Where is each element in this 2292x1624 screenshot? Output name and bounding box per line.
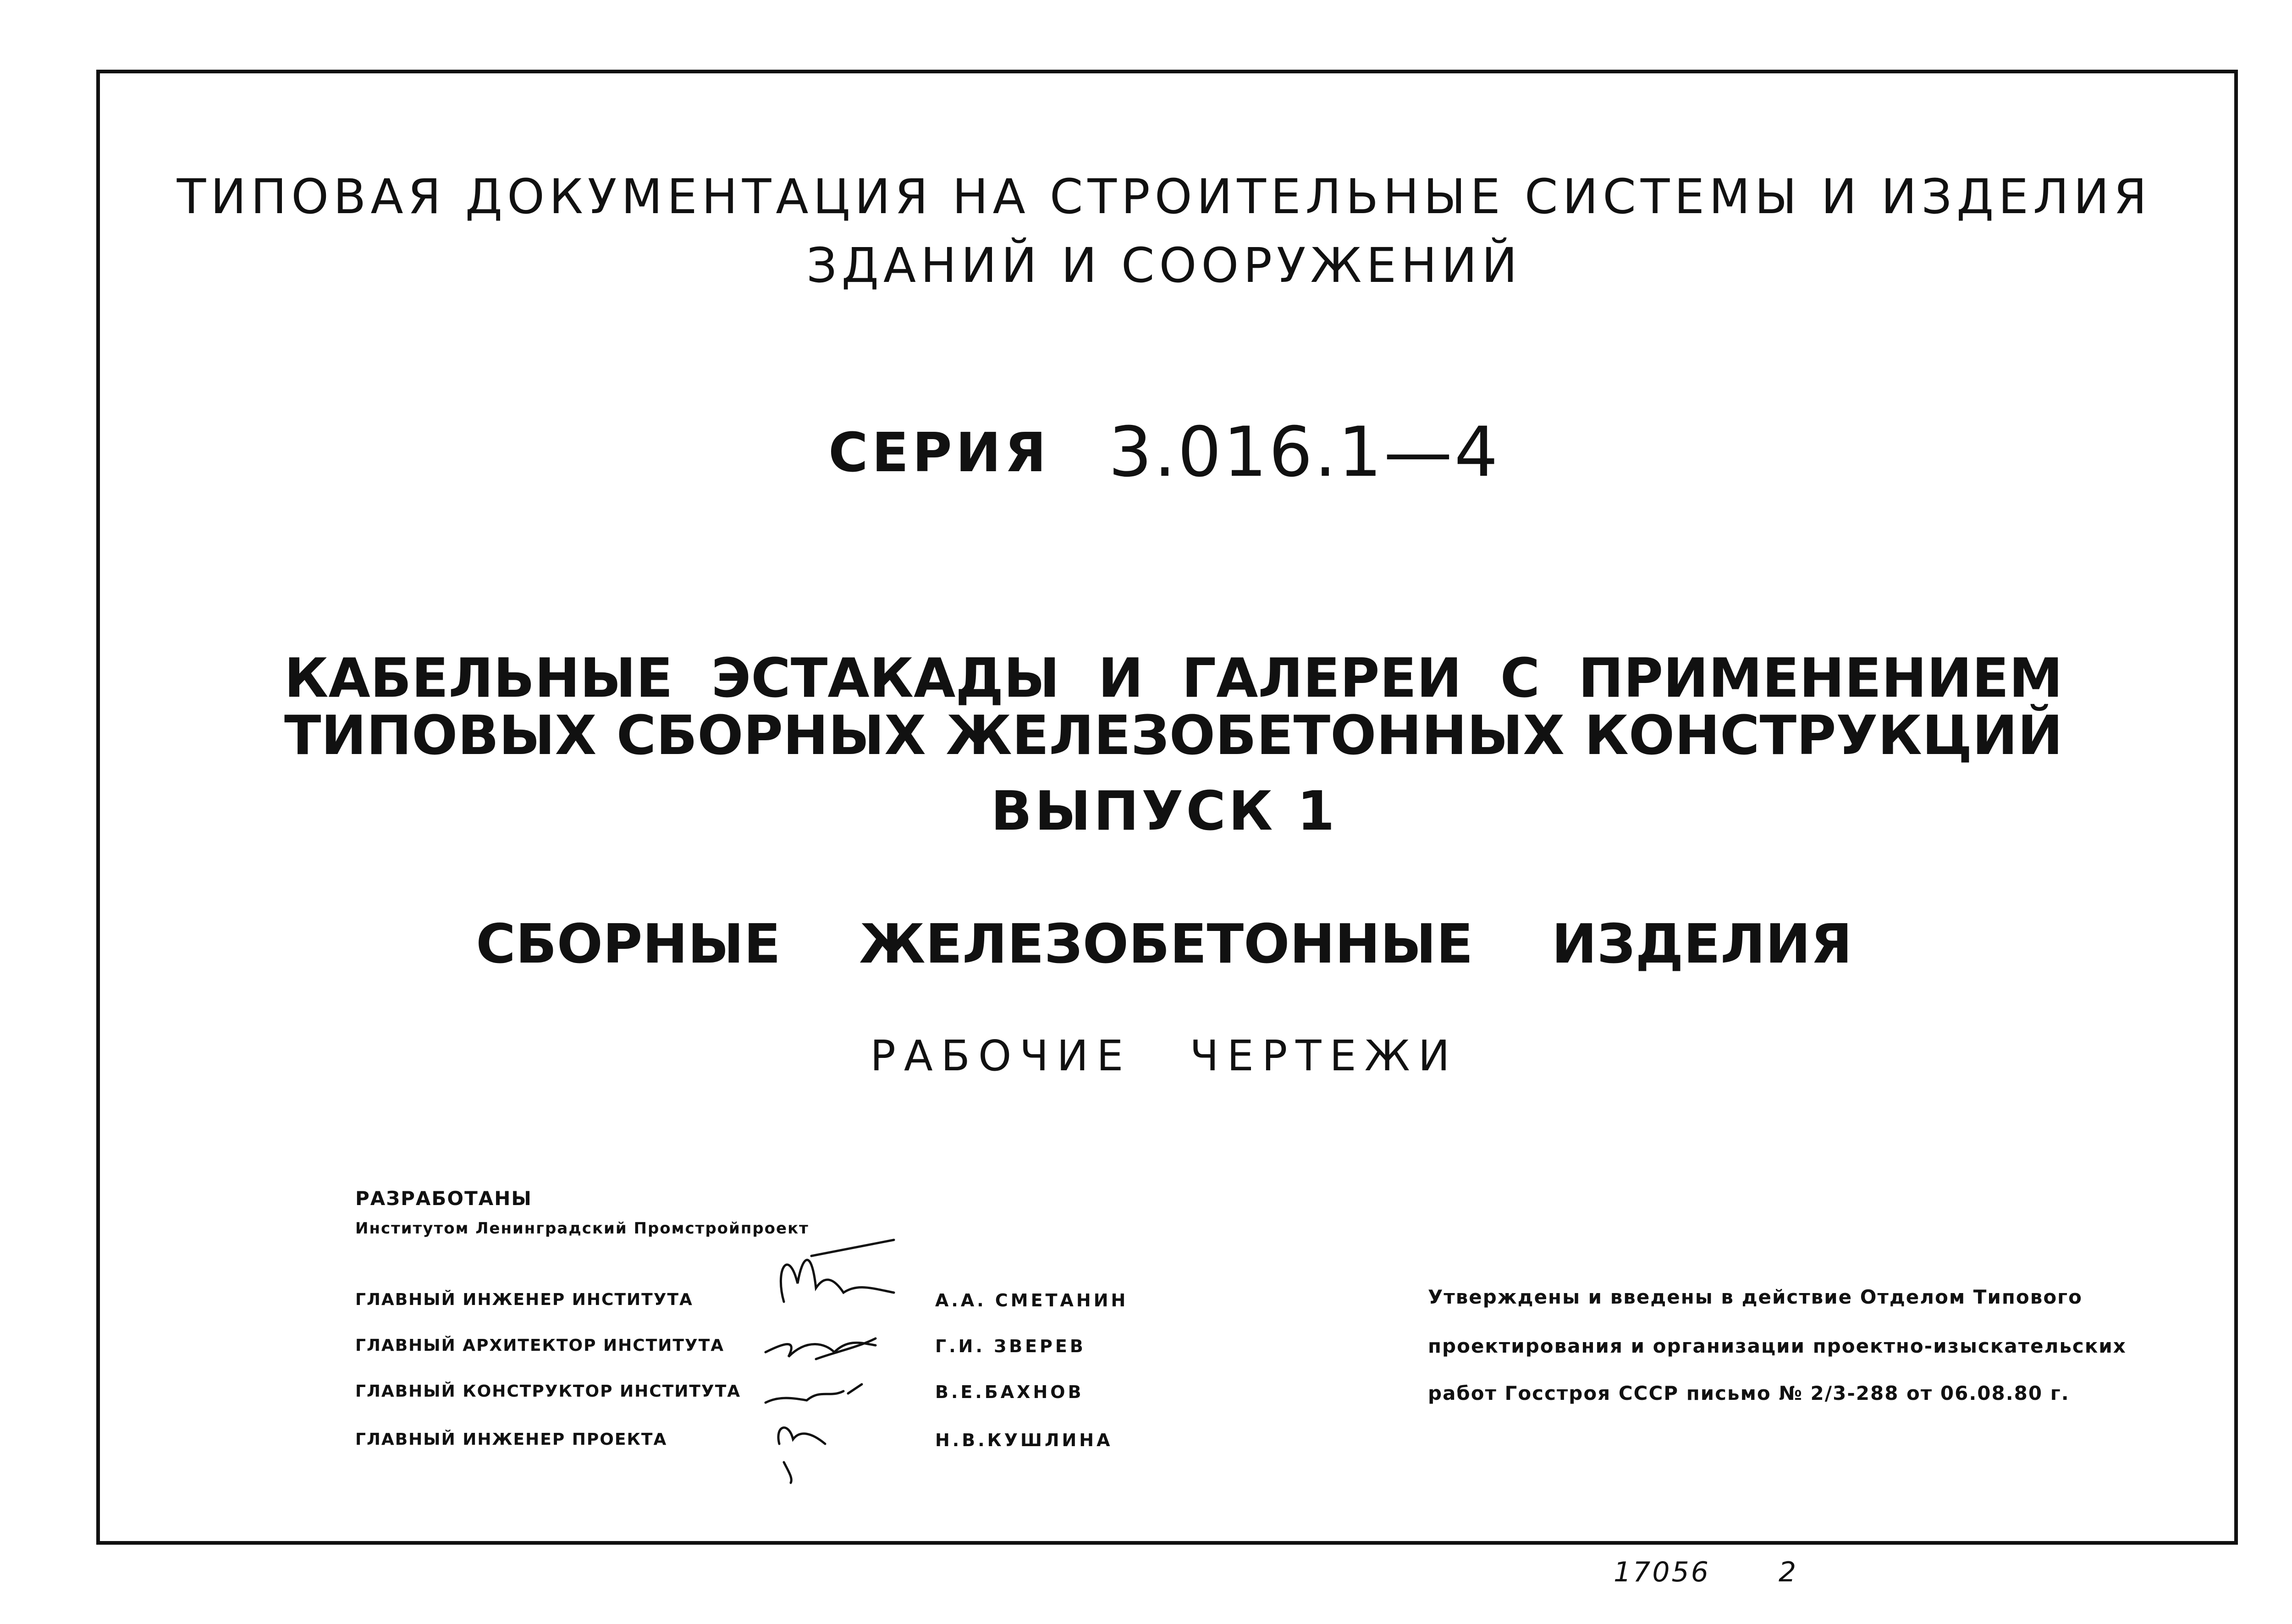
signature-2 [766, 1338, 876, 1359]
title-word: КАБЕЛЬНЫЕ [284, 646, 673, 710]
series-row [0, 413, 2292, 492]
title-word: ТИПОВЫХ [284, 704, 597, 767]
inventory-number: 17056 [1614, 1556, 1710, 1588]
title-word: СБОРНЫХ [616, 704, 926, 767]
approval-line-3: работ Госстроя СССР письмо № 2/3-288 от 06.08.80 г. [1428, 1382, 2070, 1404]
staff-role: ГЛАВНЫЙ ИНЖЕНЕР ПРОЕКТА [355, 1430, 667, 1449]
developed-heading: РАЗРАБОТАНЫ [355, 1187, 532, 1210]
approval-line-2: проектирования и организации проектно-изыскательских [1428, 1335, 2127, 1357]
title-word: КОНСТРУКЦИЙ [1584, 704, 2063, 767]
signature-4 [778, 1428, 825, 1483]
drawings-label: РАБОЧИЕ ЧЕРТЕЖИ [870, 1031, 1458, 1080]
issue-label: ВЫПУСК 1 [991, 779, 1338, 842]
series-number: 3.016.1—4 [1108, 413, 1500, 492]
signature-1 [781, 1240, 894, 1302]
institute-name: Институтом Ленинградский Промстройпроект [355, 1219, 809, 1238]
staff-name: А.А. СМЕТАНИН [935, 1290, 1129, 1310]
title-word: ЭСТАКАДЫ [711, 646, 1060, 710]
signatures-image [756, 1228, 995, 1485]
sheet-number: 2 [1779, 1556, 1796, 1588]
staff-role: ГЛАВНЫЙ АРХИТЕКТОР ИНСТИТУТА [355, 1336, 725, 1355]
title-word: ПРИМЕНЕНИЕМ [1578, 646, 2063, 710]
series-label: СЕРИЯ [828, 421, 1050, 484]
title-word: И [1098, 646, 1144, 710]
title-word: С [1500, 646, 1540, 710]
header-line-2: ЗДАНИЙ И СООРУЖЕНИЙ [806, 237, 1522, 293]
staff-role: ГЛАВНЫЙ ИНЖЕНЕР ИНСТИТУТА [355, 1290, 693, 1309]
staff-name: Н.В.КУШЛИНА [935, 1430, 1113, 1450]
title-word: ЖЕЛЕЗОБЕТОННЫХ [946, 704, 1565, 767]
staff-role: ГЛАВНЫЙ КОНСТРУКТОР ИНСТИТУТА [355, 1382, 741, 1401]
subtitle: СБОРНЫЕ ЖЕЛЕЗОБЕТОННЫЕ ИЗДЕЛИЯ [476, 912, 1852, 975]
signature-3 [766, 1384, 862, 1403]
title-word: ГАЛЕРЕИ [1181, 646, 1462, 710]
approval-line-1: Утверждены и введены в действие Отделом Типового [1428, 1286, 2083, 1308]
title-line-1 [284, 646, 2063, 710]
header-line-1: ТИПОВАЯ ДОКУМЕНТАЦИЯ НА СТРОИТЕЛЬНЫЕ СИСТЕМЫ И ИЗДЕЛИЯ [176, 169, 2152, 225]
title-line-2 [284, 704, 2063, 767]
staff-name: Г.И. ЗВЕРЕВ [935, 1336, 1086, 1356]
staff-name: В.Е.БАХНОВ [935, 1382, 1084, 1402]
